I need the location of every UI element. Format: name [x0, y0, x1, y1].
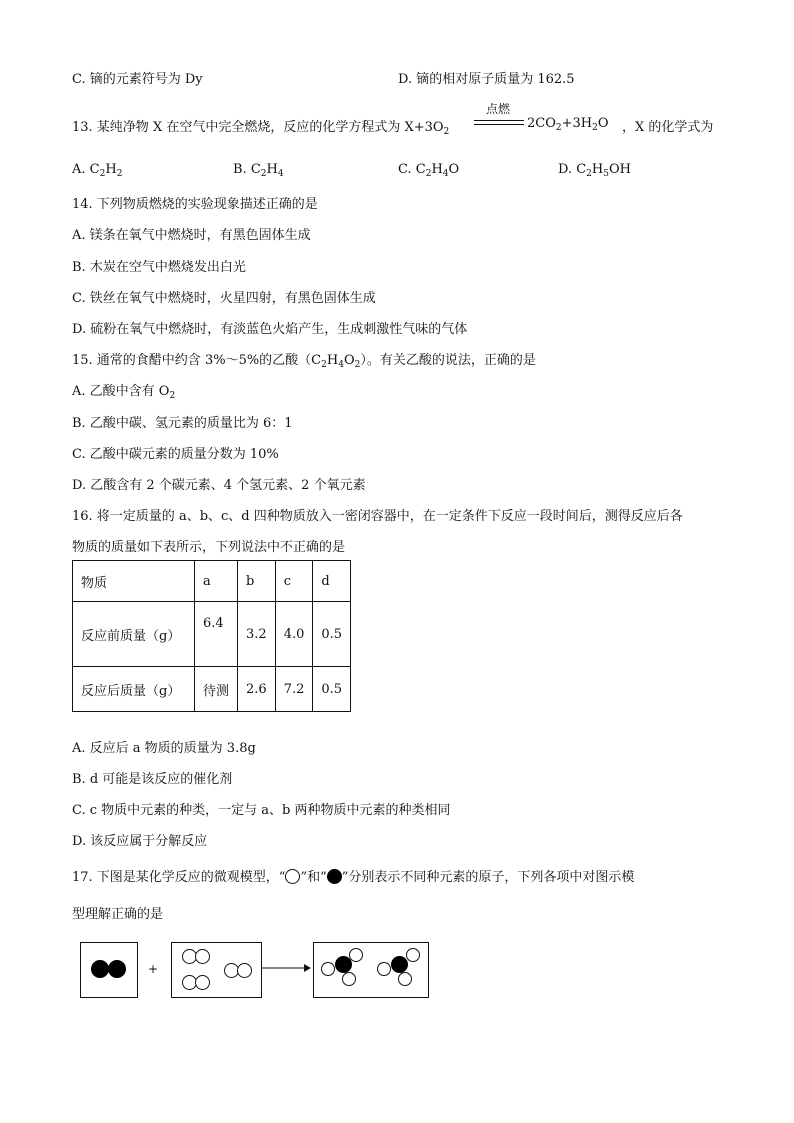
q13-option-b: B. $C_2H_4$: [233, 162, 284, 179]
table-cell: 6.4: [195, 602, 238, 667]
table-header-cell: a: [195, 561, 238, 602]
q14-option-b: B. 木炭在空气中燃烧发出白光: [72, 260, 246, 275]
q13-stem-end: ，X 的化学式为: [622, 120, 714, 135]
q16-option-a: A. 反应后 a 物质的质量为 3.8g: [72, 741, 256, 756]
table-row: [73, 667, 351, 712]
white-atom-icon: [398, 972, 412, 986]
table-header-cell: 物质: [73, 561, 195, 602]
table-header-cell: d: [313, 561, 351, 602]
product-box: [313, 942, 429, 998]
black-atom-icon: [391, 956, 408, 973]
white-atom-icon: [195, 975, 210, 990]
white-atom-legend-icon: [285, 869, 300, 884]
q13-products: $2CO_2+3H_2O$: [527, 116, 609, 133]
white-atom-icon: [342, 972, 356, 986]
reaction-arrow-icon: [262, 962, 312, 974]
q13-option-d: D. $C_2H_5OH$: [558, 162, 631, 179]
plus-sign: +: [148, 962, 159, 976]
q15-option-b: B. 乙酸中碳、氢元素的质量比为 6：1: [72, 416, 293, 431]
table-cell: 0.5: [313, 667, 351, 712]
black-atom-icon: [91, 960, 109, 978]
table-header-row: [73, 561, 351, 602]
q13-stem: 13. 某纯净物 X 在空气中完全燃烧，反应的化学方程式为 $X+3O_2$: [72, 120, 450, 137]
black-atom-icon: [108, 960, 126, 978]
table-header-cell: c: [275, 561, 313, 602]
table-cell: 待测: [195, 667, 238, 712]
q16-stem-line2: 物质的质量如下表所示，下列说法中不正确的是: [72, 540, 346, 555]
q14-stem: 14. 下列物质燃烧的实验现象描述正确的是: [72, 197, 318, 212]
q13-equal-line-top: [474, 120, 524, 121]
table-row: [73, 602, 351, 667]
black-atom-icon: [335, 956, 352, 973]
reactant-box-1: [80, 942, 138, 998]
q16-option-d: D. 该反应属于分解反应: [72, 834, 208, 849]
table-cell: 反应后质量（g）: [73, 667, 195, 712]
q13-equal-line-bottom: [474, 124, 524, 125]
q16-option-c: C. c 物质中元素的种类，一定与 a、b 两种物质中元素的种类相同: [72, 803, 451, 818]
white-atom-icon: [195, 949, 210, 964]
q14-option-d: D. 硫粉在氧气中燃烧时，有淡蓝色火焰产生，生成刺激性气味的气体: [72, 322, 468, 337]
q15-stem: 15. 通常的食醋中约含 3%～5%的乙酸$(C_2H_4O_2)$。有关乙酸的说法，正确的是: [72, 353, 536, 370]
white-atom-icon: [321, 962, 335, 976]
q17-stem-line1: 17. 下图是某化学反应的微观模型，“ ”和“ ”分别表示不同种元素的原子，下列各项中对图示模: [72, 870, 635, 885]
table-header-cell: b: [238, 561, 276, 602]
table-cell: 0.5: [313, 602, 351, 667]
table-cell: 2.6: [238, 667, 276, 712]
table-cell: 反应前质量（g）: [73, 602, 195, 667]
q14-option-a: A. 镁条在氧气中燃烧时，有黑色固体生成: [72, 228, 311, 243]
q13-reaction-condition: 点燃: [486, 102, 511, 116]
q13-option-a: A. $C_2H_2$: [72, 162, 123, 179]
q15-option-d: D. 乙酸含有 2 个碳元素、4 个氢元素、2 个氧元素: [72, 478, 366, 493]
q16-stem-line1: 16. 将一定质量的 a、b、c、d 四种物质放入一密闭容器中，在一定条件下反应一段时间后，测得反应后各: [72, 509, 683, 524]
white-atom-icon: [377, 962, 391, 976]
q16-option-b: B. d 可能是该反应的催化剂: [72, 772, 233, 787]
q17-stem-line2: 型理解正确的是: [72, 907, 164, 922]
q16-mass-table: [72, 560, 351, 712]
table-cell: 7.2: [275, 667, 313, 712]
q12-option-c: C. 镝的元素符号为 Dy: [72, 72, 203, 87]
table-cell: 3.2: [238, 602, 276, 667]
white-atom-icon: [237, 963, 252, 978]
reactant-box-2: [171, 942, 262, 998]
q14-option-c: C. 铁丝在氧气中燃烧时，火星四射，有黑色固体生成: [72, 291, 376, 306]
q15-option-a: A. 乙酸中含有 $O_2$: [72, 384, 176, 401]
q13-option-c: C. $C_2H_4O$: [398, 162, 460, 179]
table-cell: 4.0: [275, 602, 313, 667]
q12-option-d: D. 镝的相对原子质量为 162.5: [398, 72, 575, 87]
black-atom-legend-icon: [327, 869, 342, 884]
white-atom-icon: [406, 948, 420, 962]
q15-option-c: C. 乙酸中碳元素的质量分数为 10%: [72, 447, 279, 462]
